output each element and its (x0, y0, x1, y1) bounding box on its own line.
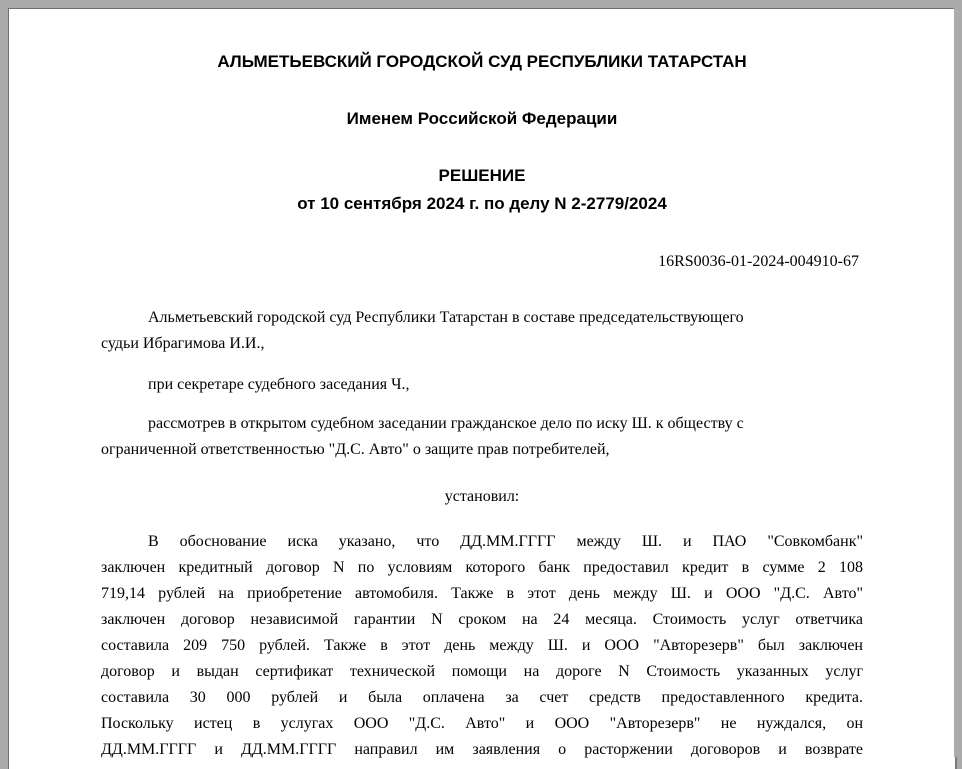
paragraph-line: ДД.ММ.ГГГГ и ДД.ММ.ГГГГ направил им заявления о расторжении договоров и возврате (101, 741, 863, 758)
viewer-background (954, 0, 962, 757)
established-heading: установил: (444, 488, 520, 505)
decision-date-case: от 10 сентября 2024 г. по делу N 2-2779/2024 (297, 194, 667, 213)
case-uid: 16RS0036-01-2024-004910-67 (658, 253, 859, 270)
paragraph-secretary: при секретаре судебного заседания Ч., (148, 376, 410, 393)
paragraph-line: составила 209 750 рублей. Также в этот день между Ш. и ООО "Авторезерв" был заключен (101, 637, 863, 654)
paragraph-line: Поскольку истец в услугах ООО "Д.С. Авто" и ООО "Авторезерв" не нуждался, он (101, 715, 863, 732)
in-name-of-heading: Именем Российской Федерации (346, 109, 618, 128)
paragraph-line: договор и выдан сертификат технической помощи на дороге N Стоимость указанных услуг (101, 663, 863, 680)
paragraph-line: В обоснование иска указано, что ДД.ММ.ГГГГ между Ш. и ПАО "Совкомбанк" (148, 533, 863, 550)
paragraph-line: 719,14 рублей на приобретение автомобиля. Также в этот день между Ш. и ООО "Д.С. Авто" (101, 585, 863, 602)
document-page (8, 8, 955, 769)
paragraph-line: судьи Ибрагимова И.И., (101, 335, 265, 352)
paragraph-line: заключен кредитный договор N по условиям которого банк предоставил кредит в сумме 2 108 (101, 559, 863, 576)
paragraph-line: Альметьевский городской суд Республики Татарстан в составе председательствующего (148, 309, 744, 326)
paragraph-line: рассмотрев в открытом судебном заседании гражданское дело по иску Ш. к обществу с (148, 415, 744, 432)
court-title: АЛЬМЕТЬЕВСКИЙ ГОРОДСКОЙ СУД РЕСПУБЛИКИ ТАТАРСТАН (217, 52, 747, 71)
paragraph-line: составила 30 000 рублей и была оплачена за счет средств предоставленного кредита. (101, 689, 863, 706)
paragraph-line: ограниченной ответственностью "Д.С. Авто" о защите прав потребителей, (101, 441, 610, 458)
decision-title: РЕШЕНИЕ (438, 166, 526, 185)
paragraph-line: заключен договор независимой гарантии N сроком на 24 месяца. Стоимость услуг ответчика (101, 611, 863, 628)
